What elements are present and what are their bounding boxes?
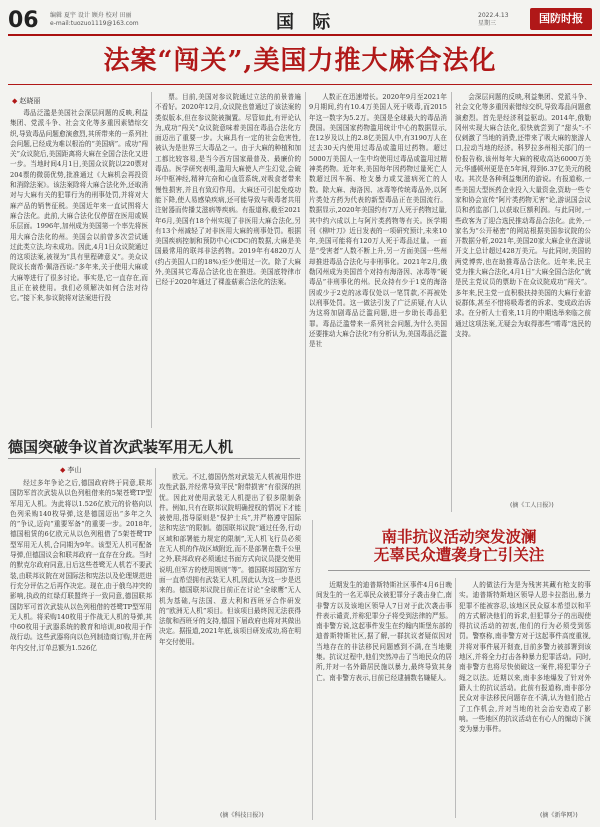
- column-divider: [455, 578, 456, 818]
- editor-info: [50, 12, 139, 28]
- article1-text-2: 票。目前,美国对参议院通过立法的前景普遍不看好。2020年12月,众议院也曾通过了该法案的类似版本,但在参议院被搁置。尽管如此,有评论认为,成功“闯关”众议院意味着美国在毒品合法化方面迈出了重要一步。大麻具有一定的社会危害性,被认为是世界三大毒品之一。由于大麻的种植和加工都比较容易,是当今西方国家最普及、最廉价的毒品。医学研究表明,滥用大麻使人产生幻觉,会破坏中枢神经,精神亢奋和心血管系统,对吸食者带来慢性损害,并且有致幻作用。大麻还可引起免疫功能下降,使人易感染疾病,还可能导致与吸毒者共用注射器而传播艾滋病等疾病。有报道称,截至2021年6月,美国有18个州实现了非医用大麻合法化,另有13个州减轻了对非医用大麻的刑事处罚。根据美国疾病控制和预防中心(CDC)的数据,大麻是美国最常用的联邦非法药物。2019年有4820万人(约占美国人口的18%)至少使用过一次。除了大麻外,美国其它毒品合法化也在推进。美国底特律市已经于2020年通过了裸盖菇素合法化的法案。: [155, 93, 301, 287]
- article2-author: 李山: [67, 466, 82, 474]
- column-divider: [155, 468, 156, 820]
- editor-email: e-mail:tuozuo1119@163.com: [50, 20, 139, 27]
- section-title: 国 际: [276, 12, 337, 33]
- article3-headline: [328, 528, 590, 564]
- article1-source: (摘《工人日报》): [510, 502, 554, 509]
- article3-headline-text: 南非抗议活动突发波澜 无辜民众遭袭身亡引关注: [373, 527, 545, 564]
- article2-column-1: [10, 478, 152, 818]
- article3-divider: [328, 570, 590, 571]
- byline-marker-icon: ◆: [60, 466, 66, 474]
- article1-headline: 法案“闯关”,美国力推大麻合法化: [103, 46, 497, 76]
- article2-column-2: [159, 472, 301, 808]
- date-info: [478, 12, 509, 28]
- column-divider: [305, 92, 306, 512]
- article3-column-1: [316, 580, 452, 816]
- article1-author: 赵晓丽: [19, 97, 41, 105]
- article2-headline: 德国突破争议首次武装军用无人机: [8, 438, 234, 456]
- article1-column-3: [309, 92, 447, 510]
- headline-divider: [8, 84, 592, 85]
- article2-byline: [60, 465, 81, 475]
- article3-text-1: 近期发生的迪普斯特斯社区事件4月6日晚间发生的一名无辜民众被犯罪分子袭击身亡,南非警方以及该地区领导人7日对于此次袭击事件表示谴责,并称犯罪分子将受到法律的严惩。南非警方说,这起事件发生在约翰内斯堡东部的迪普斯特斯社区,据了解,一群抗议者疑似因对当地存在的非法移民问题感到不满,在当地聚集。抗议过程中,他们突然冲击了当地民众的居所,并对一名外籍居民施以暴力,最终导致其身亡。南非警方表示,目前已经逮捕数名嫌疑人。: [316, 581, 452, 682]
- column-divider: [451, 92, 452, 512]
- article2-source: (摘《科技日报》): [220, 812, 264, 819]
- article3-column-2: [459, 580, 591, 806]
- article1-column-4: [455, 92, 591, 490]
- article2-text-2: 欧元。不过,德国仍然对武装无人机被用作进攻性武器,并经常导致平民“附带损害”有很深的担忧。因此对使用武装无人机提出了很多限制条件。例如,只有在联邦议院明确授权的情况下才能被使用,指导原则是“保护士兵”,并严格遵守国际法和宪法”的限制。德国联邦议院“通过任务,行动区域和部署能力规定的限制”,无人机飞行员必须在无人机的作战区域附近,而不是部署在数千公里之外,联邦政府必须通过书面方式向议员提交使用说明,但军方的使用规则“等”。德国联邦国防军方面一直希望拥有武装无人机,因此认为这一步是迟来的。德国联邦议院目前正在讨论“全球鹰”无人机为基础,与法国、意大利和西班牙合作研发的“欧洲无人机”项目。但该项目最终因无法获得法航和西班牙的支持,德国下届政府也将对其做出决定。据报道,2021年底,该项目研发成功,将在明年交付使用。: [159, 473, 301, 646]
- article1-column-2: [155, 92, 301, 456]
- column-divider: [312, 520, 313, 820]
- issue-date: 2022.4.13: [478, 12, 509, 19]
- editor-line: 编辑 夏宇 设计 顾舟 校对 田丽: [50, 12, 132, 19]
- article3-source: (摘《新华网》): [540, 812, 578, 819]
- article2-text-1: 经过多年争论之后,德国政府终于同意,联邦国防军首次武装从以色列租借来的5架苍鹭TP型军用无人机。为此将以1.526亿欧元的价格向以色列采购140枚导弹,这是德国迈出“多年之久的”争议,迈向“重要军备”的重要一步。2018年,德国租赁的6亿欧元从以色列租借了5架苍鹭TP型军用无人机,合同期为9年。该型无人机可配备导弹,但德国议会和联邦政府一直存在分歧。当时的默克尔政府同意,日后这些苍鹭无人机若不要武装,由联邦议院在对国际法和宪法以及伦理规范进行充分评估之后再作决定。现在,由于俄乌冲突的影响,执政的红绿灯联盟终于一致同意,德国联邦国防军可首次武装从以色列租借的苍鹭TP型军用无人机。将采购140枚用于作战无人机的导弹,其中60枚用于武器系统的教育和培训,80枚用于作战行动。这些武器将向以色列制造商订购,并在两年内交付,订单总额为1.526亿: [10, 479, 152, 652]
- article1-byline: [12, 96, 40, 106]
- byline-marker-icon: ◆: [12, 97, 18, 105]
- column-divider: [151, 92, 152, 428]
- article1-text-1: 毒品泛滥是美国社会深层问题的反映,利益集团、党派斗争、社会文化等多重因素错综交织,导致毒品问题愈演愈烈,其所带来的一系列社会问题,已经成为难以根治的“美国病”。成功“闯关”众议院后,美国距离将大麻在全国合法化又进一步。当地时间4月1日,美国众议院以220票对204票的微弱优势,批准通过《大麻机会再投资和消除法案》。该法案除将大麻合法化外,还取消对与大麻有关的犯罪行为的刑事处罚,并将对大麻产品的销售征税。美国近年来一直试图将大麻合法化。此前,大麻合法化仅停留在医用或娱乐层面。1996年,加州成为美国第一个率先将医用大麻合法化的州。美国会以前曾多次尝试通过此类立法,均未成功。因此,4月1日众议院通过的这项法案,被视为“具有里程碑意义”。美众议院议长南希·佩洛西说:“多年来,关于使用大麻或大麻等进行了很多讨论。事实是,它一直存在,而且正在被使用。我们必须解决如何合法对待它。”接下来,参议院将对法案进行投: [10, 109, 148, 303]
- page-number: 06: [8, 8, 39, 33]
- newspaper-masthead: 国防时报: [530, 8, 592, 30]
- article2-divider: [8, 458, 300, 459]
- article1-text-4: 会深层问题的反映,利益集团、党派斗争、社会文化等多重因素错综交织,导致毒品问题愈演愈烈。首先是经济利益驱动。2014年,俄勒冈州实现大麻合法化,很快就尝到了“甜头”:不仅刺激了当地的消费,还带来了吸大麻的旅游人口,拉动当地的经济。科罗拉多州相关部门的一份报告称,该州每年大麻的税收高达6000万美元;华盛顿州更是在5年间,得到6.37亿美元的税收。其次是各种利益集团的游说。有报道称,一些美国大型医药企业投入大量资金,资助一些专家和协会宣传“阿片类药物无害”论,游说国会议员和药监部门,以获取巨额利润。与此同时,一些政客为了迎合选民推动毒品合法化。此外,一家名为“公开秘密”的网站根据美国参议院的公开数据分析,2021年,美国20家大麻企业在游说开支上总计超过428万美元。与此同时,美国的两党博弈,也在助推毒品合法化。近年来,民主党力推大麻合法化,4月1日“大麻全国合法化”就是民主党议员的票助下在众议院成功“闯关”。多年来,民主党一直积极扶持美国的大麻行业游说群体,甚至不惜将吸毒者的诉求、变成政治诉求。在分析人士看来,11月的中期选举来临之前通过这项法案,无疑会为取得那些“嗜毒”选民的支持。: [455, 93, 591, 338]
- page-header: [8, 6, 592, 36]
- issue-weekday: 星期三: [478, 20, 497, 27]
- article1-text-3: 人数正在迅速增长。2020年9月至2021年9月期间,约有10.4万美国人死于吸毒,而2015年这一数字为5.2万。美国是全球最大的毒品消费国。美国国家药物滥用统计中心的数据显示,在12岁及以上的2.8亿美国人中,有3190万人在过去30天内使用过毒品或滥用过药物。超过5000万美国人一生中均使用过毒品或滥用过精神类药物。近年来,美国每年因药物过量死亡人数超过因车祸、枪支暴力或艾滋病死亡的人数。除大麻、海洛因、冰毒等传统毒品外,以阿片类处方药为代表的新型毒品正在美国流行。数据显示,2020年美国约有7万人死于药物过量,其中约六成以上与阿片类药物等有关。医学期刊《柳叶刀》近日发表的一项研究预计,未来10年,美国可能将有120万人死于毒品过量。一面是“受害者”人数不断上升,另一方面美国一些州却推进毒品合法化与非刑事化。2021年2月,俄勒冈州成为美国首个对持有海洛因、冰毒等“硬毒品”非刑事化的州。民众持有少于1克的海洛因或少于2克的冰毒仅处以一笔罚款,不再被处以刑事处罚。这一做法引发了广泛质疑,有人认为这将加剧毒品泛滥问题,进一步助长毒品犯罪。毒品泛滥带来一系列社会问题,为什么美国还要推动大麻合法化?有分析认为,美国毒品泛滥是社: [309, 93, 447, 349]
- article1-column-1: [10, 108, 148, 426]
- article3-text-2: 人的做法行为是为残害其藏有枪支的事实。迪普斯特斯地区领导人恩卡拉指出,暴力犯罪不能被容忍,该地区民众原本希望以和平的方式解决他们的诉求,但犯罪分子的出现使得抗议活动的初衷,他们的行为必须受到惩罚。警察称,南非警方对于这起事件高度重视,并将对事件展开彻查,目前多警力被部署到该地区,并将全力打击各种暴力犯罪活动。同时,南非警方也将尽快侦破这一案件,将犯罪分子绳之以法。近期以来,南非多地爆发了针对外籍人士的抗议活动。此前有报道称,南非部分民众对非法移民问题存在不满,认为他们抢占了工作机会,并对当地的社会治安造成了影响。一些地区的抗议活动在有心人的煽动下演变为暴力事件。: [459, 581, 591, 734]
